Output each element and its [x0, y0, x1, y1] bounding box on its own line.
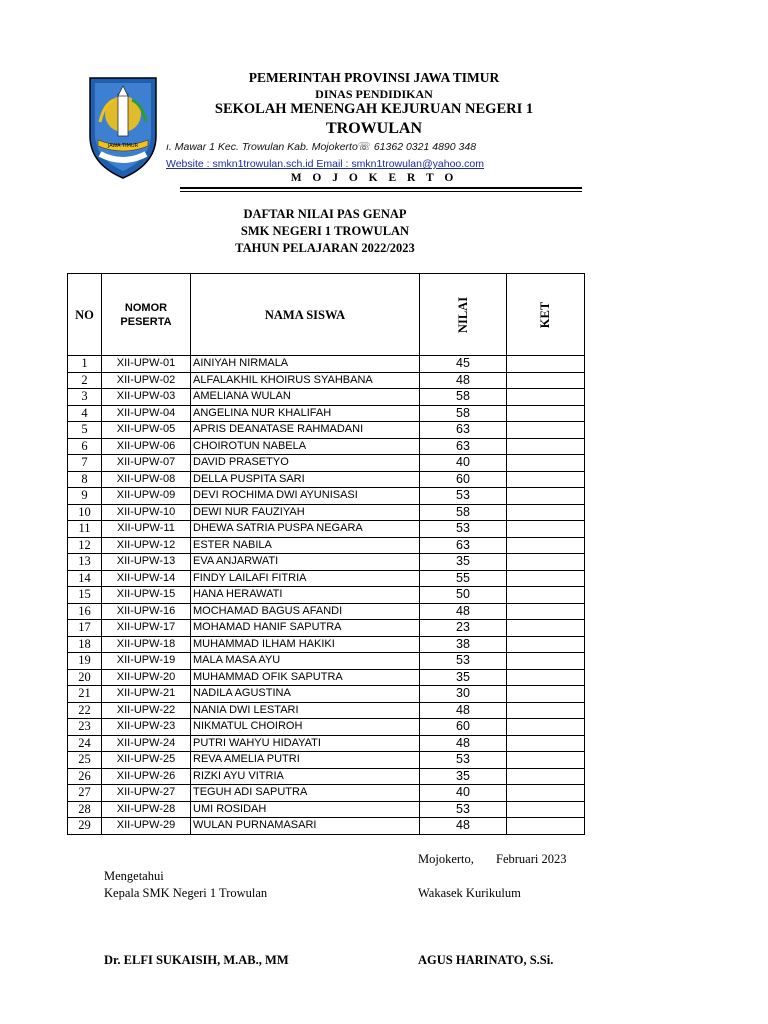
row-student-name: DEWI NUR FAUZIYAH: [191, 504, 420, 521]
table-row: [68, 455, 585, 472]
row-student-name: ALFALAKHIL KHOIRUS SYAHBANA: [191, 372, 420, 389]
row-score: 23: [420, 620, 507, 637]
row-score: 35: [420, 669, 507, 686]
table-row: [68, 735, 585, 752]
document-year: TAHUN PELAJARAN 2022/2023: [235, 241, 415, 255]
row-no: 25: [68, 752, 102, 769]
row-remark: [507, 356, 585, 373]
row-participant-number: XII-UPW-14: [102, 570, 191, 587]
row-score: 50: [420, 587, 507, 604]
row-no: 21: [68, 686, 102, 703]
row-student-name: DHEWA SATRIA PUSPA NEGARA: [191, 521, 420, 538]
header-nilai-label: NILAI: [456, 296, 470, 333]
row-remark: [507, 735, 585, 752]
table-row: [68, 537, 585, 554]
row-participant-number: XII-UPW-08: [102, 471, 191, 488]
row-participant-number: XII-UPW-29: [102, 818, 191, 835]
row-remark: [507, 422, 585, 439]
row-remark: [507, 372, 585, 389]
row-score: 60: [420, 471, 507, 488]
row-no: 26: [68, 768, 102, 785]
table-row: [68, 669, 585, 686]
row-remark: [507, 636, 585, 653]
table-row: [68, 801, 585, 818]
row-remark: [507, 488, 585, 505]
row-score: 53: [420, 801, 507, 818]
row-student-name: TEGUH ADI SAPUTRA: [191, 785, 420, 802]
table-row: [68, 719, 585, 736]
row-remark: [507, 801, 585, 818]
table-row: [68, 422, 585, 439]
row-student-name: EVA ANJARWATI: [191, 554, 420, 571]
row-participant-number: XII-UPW-19: [102, 653, 191, 670]
row-no: 6: [68, 438, 102, 455]
letterhead-city: M O J O K E R T O: [290, 172, 458, 184]
principal-title: Kepala SMK Negeri 1 Trowulan: [104, 886, 268, 900]
row-participant-number: XII-UPW-13: [102, 554, 191, 571]
row-participant-number: XII-UPW-03: [102, 389, 191, 406]
letterhead-government: PEMERINTAH PROVINSI JAWA TIMUR: [248, 70, 500, 85]
header-nilai: [420, 274, 507, 356]
table-row: [68, 554, 585, 571]
row-participant-number: XII-UPW-02: [102, 372, 191, 389]
row-no: 8: [68, 471, 102, 488]
row-participant-number: XII-UPW-15: [102, 587, 191, 604]
table-body: [68, 356, 585, 835]
row-participant-number: XII-UPW-22: [102, 702, 191, 719]
row-remark: [507, 752, 585, 769]
row-score: 38: [420, 636, 507, 653]
table-row: [68, 504, 585, 521]
row-no: 9: [68, 488, 102, 505]
row-score: 48: [420, 735, 507, 752]
row-remark: [507, 686, 585, 703]
header-no: NO: [68, 274, 102, 356]
row-participant-number: XII-UPW-24: [102, 735, 191, 752]
row-remark: [507, 455, 585, 472]
letterhead-address: ı. Mawar 1 Kec. Trowulan Kab. Mojokerto☏ 61362 0321 4890 348: [166, 141, 477, 153]
row-score: 48: [420, 372, 507, 389]
row-remark: [507, 405, 585, 422]
row-score: 58: [420, 405, 507, 422]
table-row: [68, 686, 585, 703]
row-participant-number: XII-UPW-20: [102, 669, 191, 686]
row-remark: [507, 504, 585, 521]
table-row: [68, 521, 585, 538]
table-row: [68, 603, 585, 620]
table-row: [68, 620, 585, 637]
table-row: [68, 389, 585, 406]
row-score: 53: [420, 521, 507, 538]
row-no: 16: [68, 603, 102, 620]
row-student-name: NIKMATUL CHOIROH: [191, 719, 420, 736]
table-row: [68, 653, 585, 670]
letterhead-department: DINAS PENDIDIKAN: [315, 87, 433, 101]
row-score: 40: [420, 785, 507, 802]
row-participant-number: XII-UPW-05: [102, 422, 191, 439]
row-student-name: WULAN PURNAMASARI: [191, 818, 420, 835]
row-remark: [507, 537, 585, 554]
table-row: [68, 372, 585, 389]
row-remark: [507, 620, 585, 637]
row-participant-number: XII-UPW-26: [102, 768, 191, 785]
row-score: 45: [420, 356, 507, 373]
document-school: SMK NEGERI 1 TROWULAN: [240, 224, 410, 238]
row-score: 55: [420, 570, 507, 587]
header-nama-siswa: NAMA SISWA: [191, 274, 420, 356]
vice-principal-name: AGUS HARINATO, S.Si.: [418, 953, 554, 967]
row-remark: [507, 702, 585, 719]
table-row: [68, 752, 585, 769]
row-remark: [507, 719, 585, 736]
row-remark: [507, 587, 585, 604]
row-student-name: MALA MASA AYU: [191, 653, 420, 670]
signature-place: Mojokerto,: [418, 852, 474, 866]
row-score: 58: [420, 389, 507, 406]
row-participant-number: XII-UPW-17: [102, 620, 191, 637]
row-score: 63: [420, 537, 507, 554]
row-participant-number: XII-UPW-23: [102, 719, 191, 736]
table-row: [68, 488, 585, 505]
row-no: 2: [68, 372, 102, 389]
row-no: 10: [68, 504, 102, 521]
row-no: 11: [68, 521, 102, 538]
header-nomor-peserta: [102, 274, 191, 356]
row-participant-number: XII-UPW-06: [102, 438, 191, 455]
row-student-name: MOCHAMAD BAGUS AFANDI: [191, 603, 420, 620]
row-score: 58: [420, 504, 507, 521]
row-no: 14: [68, 570, 102, 587]
row-student-name: ANGELINA NUR KHALIFAH: [191, 405, 420, 422]
row-participant-number: XII-UPW-27: [102, 785, 191, 802]
row-no: 23: [68, 719, 102, 736]
row-participant-number: XII-UPW-21: [102, 686, 191, 703]
row-score: 48: [420, 818, 507, 835]
table-row: [68, 636, 585, 653]
row-student-name: PUTRI WAHYU HIDAYATI: [191, 735, 420, 752]
grades-table: [67, 273, 585, 835]
row-participant-number: XII-UPW-28: [102, 801, 191, 818]
row-remark: [507, 554, 585, 571]
row-remark: [507, 389, 585, 406]
table-header-row: [68, 274, 585, 356]
row-score: 30: [420, 686, 507, 703]
row-student-name: MUHAMMAD ILHAM HAKIKI: [191, 636, 420, 653]
row-no: 13: [68, 554, 102, 571]
letterhead-contact-link[interactable]: Website : smkn1trowulan.sch.id Email : smkn1trowulan@yahoo.com: [166, 158, 485, 170]
header-ket: [507, 274, 585, 356]
row-student-name: ESTER NABILA: [191, 537, 420, 554]
header-nomor-peserta-line2: PESERTA: [120, 315, 172, 328]
row-no: 1: [68, 356, 102, 373]
row-no: 19: [68, 653, 102, 670]
table-row: [68, 471, 585, 488]
row-participant-number: XII-UPW-09: [102, 488, 191, 505]
table-row: [68, 768, 585, 785]
row-student-name: APRIS DEANATASE RAHMADANI: [191, 422, 420, 439]
row-student-name: RIZKI AYU VITRIA: [191, 768, 420, 785]
row-participant-number: XII-UPW-07: [102, 455, 191, 472]
row-no: 24: [68, 735, 102, 752]
row-no: 18: [68, 636, 102, 653]
row-no: 5: [68, 422, 102, 439]
row-remark: [507, 768, 585, 785]
row-no: 29: [68, 818, 102, 835]
table-row: [68, 702, 585, 719]
row-student-name: MUHAMMAD OFIK SAPUTRA: [191, 669, 420, 686]
letterhead-divider-thin: [180, 191, 582, 192]
table-row: [68, 438, 585, 455]
row-student-name: DELLA PUSPITA SARI: [191, 471, 420, 488]
row-remark: [507, 818, 585, 835]
row-student-name: AINIYAH NIRMALA: [191, 356, 420, 373]
row-remark: [507, 521, 585, 538]
row-score: 60: [420, 719, 507, 736]
row-participant-number: XII-UPW-04: [102, 405, 191, 422]
row-student-name: DEVI ROCHIMA DWI AYUNISASI: [191, 488, 420, 505]
table-row: [68, 356, 585, 373]
signature-acknowledged: Mengetahui: [104, 869, 164, 883]
table-row: [68, 570, 585, 587]
row-participant-number: XII-UPW-25: [102, 752, 191, 769]
row-student-name: FINDY LAILAFI FITRIA: [191, 570, 420, 587]
row-student-name: NADILA AGUSTINA: [191, 686, 420, 703]
row-remark: [507, 438, 585, 455]
row-remark: [507, 603, 585, 620]
row-score: 48: [420, 702, 507, 719]
row-participant-number: XII-UPW-10: [102, 504, 191, 521]
row-no: 7: [68, 455, 102, 472]
row-no: 15: [68, 587, 102, 604]
row-student-name: DAVID PRASETYO: [191, 455, 420, 472]
vice-principal-title: Wakasek Kurikulum: [418, 886, 521, 900]
row-no: 22: [68, 702, 102, 719]
row-no: 20: [68, 669, 102, 686]
row-participant-number: XII-UPW-12: [102, 537, 191, 554]
row-no: 3: [68, 389, 102, 406]
row-student-name: UMI ROSIDAH: [191, 801, 420, 818]
row-student-name: HANA HERAWATI: [191, 587, 420, 604]
row-remark: [507, 653, 585, 670]
row-student-name: NANIA DWI LESTARI: [191, 702, 420, 719]
provincial-emblem-logo: [84, 74, 162, 182]
row-remark: [507, 570, 585, 587]
row-no: 4: [68, 405, 102, 422]
row-participant-number: XII-UPW-11: [102, 521, 191, 538]
row-student-name: REVA AMELIA PUTRI: [191, 752, 420, 769]
table-row: [68, 818, 585, 835]
row-participant-number: XII-UPW-16: [102, 603, 191, 620]
letterhead-school-type: SEKOLAH MENENGAH KEJURUAN NEGERI 1: [214, 101, 534, 117]
document-title: DAFTAR NILAI PAS GENAP: [243, 207, 407, 221]
row-score: 53: [420, 752, 507, 769]
row-score: 35: [420, 768, 507, 785]
header-ket-label: KET: [538, 301, 553, 328]
row-score: 53: [420, 488, 507, 505]
row-no: 28: [68, 801, 102, 818]
table-row: [68, 587, 585, 604]
row-score: 63: [420, 438, 507, 455]
table-row: [68, 785, 585, 802]
row-score: 35: [420, 554, 507, 571]
row-remark: [507, 785, 585, 802]
letterhead-school-name: TROWULAN: [325, 120, 422, 137]
row-score: 40: [420, 455, 507, 472]
row-student-name: AMELIANA WULAN: [191, 389, 420, 406]
row-no: 27: [68, 785, 102, 802]
row-remark: [507, 669, 585, 686]
svg-text:JAWA TIMUR: JAWA TIMUR: [107, 143, 139, 149]
row-score: 48: [420, 603, 507, 620]
row-no: 17: [68, 620, 102, 637]
principal-name: Dr. ELFI SUKAISIH, M.AB., MM: [104, 953, 289, 967]
row-no: 12: [68, 537, 102, 554]
row-score: 53: [420, 653, 507, 670]
row-student-name: MOHAMAD HANIF SAPUTRA: [191, 620, 420, 637]
table-row: [68, 405, 585, 422]
row-participant-number: XII-UPW-01: [102, 356, 191, 373]
row-score: 63: [420, 422, 507, 439]
header-nomor-peserta-line1: NOMOR: [124, 301, 168, 314]
row-remark: [507, 471, 585, 488]
row-student-name: CHOIROTUN NABELA: [191, 438, 420, 455]
letterhead-divider: [180, 187, 582, 189]
row-participant-number: XII-UPW-18: [102, 636, 191, 653]
signature-date: Februari 2023: [496, 852, 567, 866]
